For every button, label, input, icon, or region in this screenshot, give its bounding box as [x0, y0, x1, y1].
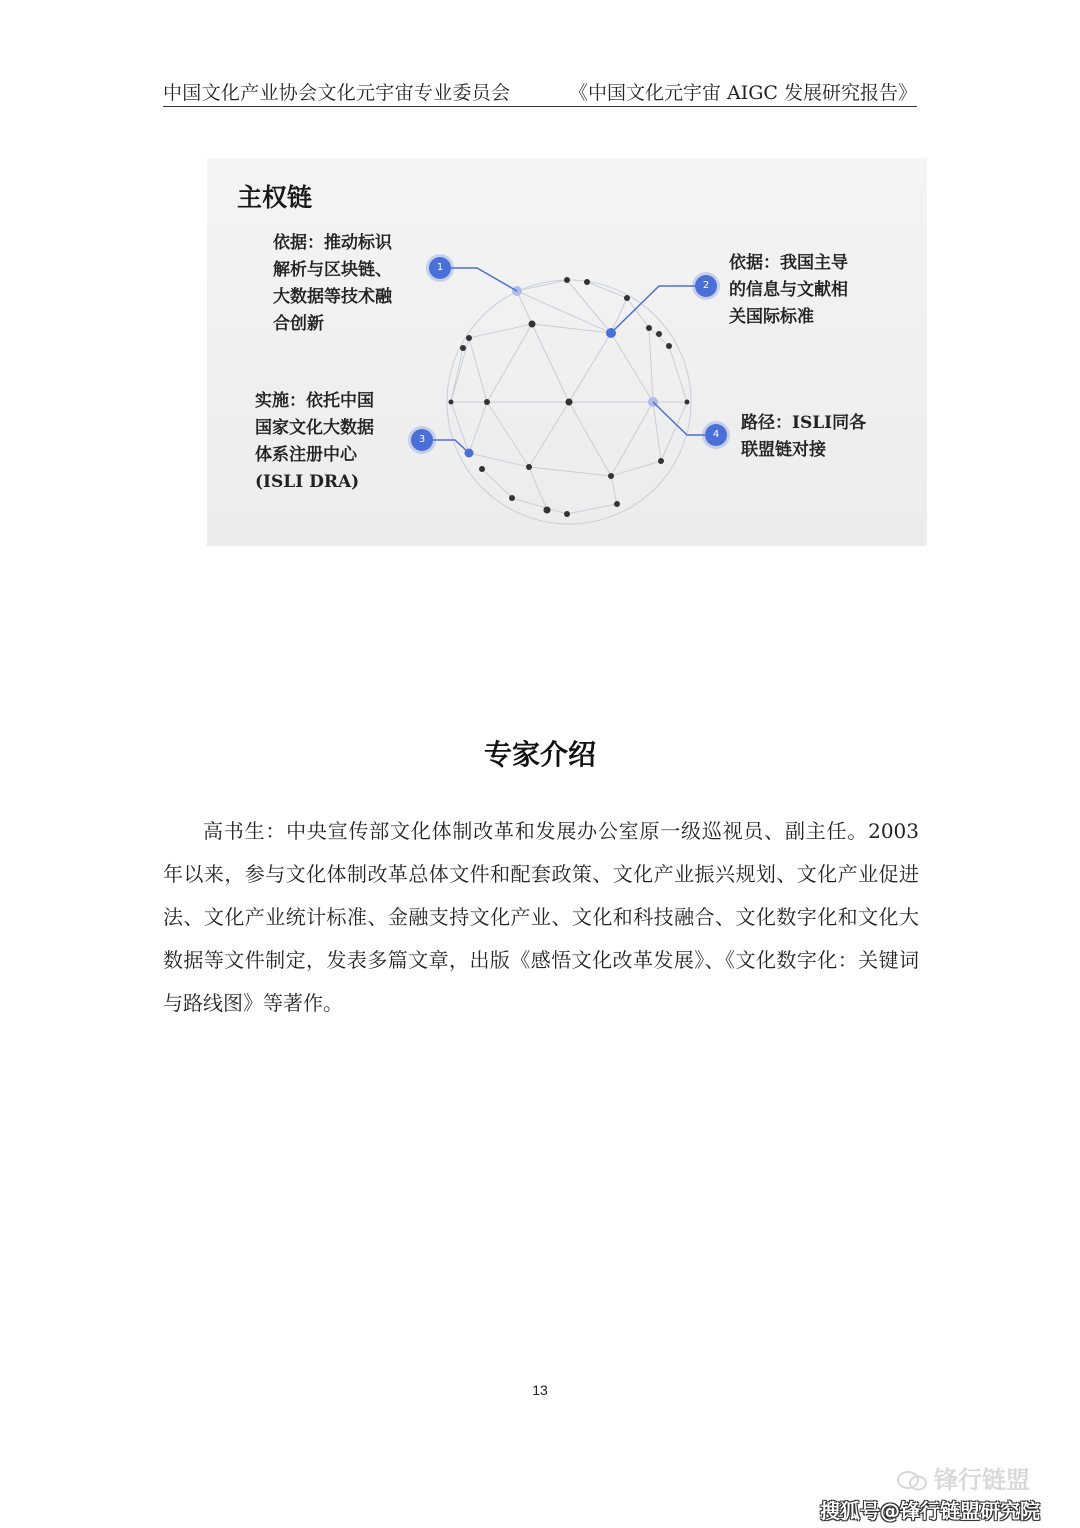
- highlight-nodes: [512, 286, 658, 407]
- header-report-title: 《中国文化元宇宙 AIGC 发展研究报告》: [568, 82, 917, 104]
- label-path: 路径：ISLI同各 联盟链对接: [741, 413, 867, 460]
- page-header: [163, 78, 917, 107]
- watermark-source: 搜狐号@锋行链盟研究院: [820, 1499, 1040, 1523]
- badge-2: 2: [695, 275, 717, 297]
- sovereign-chain-figure: [207, 158, 927, 546]
- callout-lines: [433, 268, 705, 453]
- accent-nodes: [465, 328, 617, 458]
- expert-bio-paragraph: 高书生：中央宣传部文化体制改革和发展办公室原一级巡视员、副主任。2003 年以来，参与文化体制改革总体文件和配套政策、文化产业振兴规划、文化产业促进法、文化产业统计标准、金融支持文化产业、文化和科技融合、文化数字化和文化大数据等文件制定，发表多篇文章，出版《感悟文化改革发展》、《文化数字化：关键词与路线图》等著作。: [163, 819, 919, 1015]
- label-basis-technology: 依据：推动标识 解析与区块链、 大数据等技术融 合创新: [273, 233, 392, 334]
- watermark-brand: [896, 1460, 1030, 1495]
- label-implementation: 实施：依托中国 国家文化大数据 体系注册中心 (ISLI DRA): [255, 391, 374, 492]
- badge-1: 1: [429, 257, 451, 279]
- watermark-brand-text: 锋行链盟: [934, 1466, 1030, 1494]
- badge-3: 3: [411, 429, 433, 451]
- section-title: 专家介绍: [483, 738, 596, 771]
- label-basis-standards: 依据：我国主导 的信息与文献相 关国际标准: [729, 253, 848, 327]
- header-organization: 中国文化产业协会文化元宇宙专业委员会: [163, 82, 511, 104]
- page-number: 13: [532, 1382, 548, 1398]
- wechat-icon: [896, 1470, 928, 1492]
- figure-title: 主权链: [237, 183, 313, 212]
- badge-4: 4: [705, 424, 727, 446]
- globe-nodes: [449, 277, 690, 517]
